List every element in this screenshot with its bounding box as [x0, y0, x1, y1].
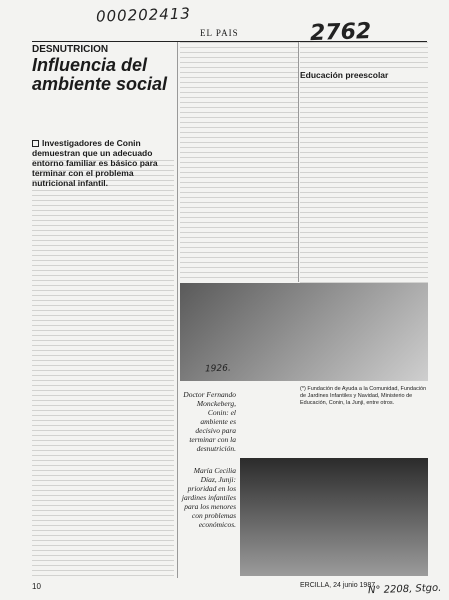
article-footnote: (*) Fundación de Ayuda a la Comunidad, Fundación de Jardines Infantiles y Navidad, Ministerio de Educación, Conin, la Junji, entre otros.	[300, 386, 427, 406]
body-column-1	[32, 160, 174, 578]
checkbox-bullet-icon	[32, 140, 39, 147]
publication-footer: ERCILLA, 24 junio 1987	[300, 582, 376, 589]
publication-source: EL PAIS	[200, 28, 239, 38]
handwritten-margin-mark: 1926.	[204, 363, 231, 375]
body-column-3-top	[300, 42, 428, 68]
column-divider-2	[298, 42, 299, 282]
article-subhead: Educación preescolar	[300, 70, 389, 80]
page-number: 10	[32, 582, 41, 591]
photo-caption-2: María Cecilia Díaz, Junji: prioridad en los jardines infantiles para los menores con problemas económicos.	[181, 466, 236, 529]
illegible-text-block	[32, 160, 174, 578]
body-column-2	[180, 42, 298, 282]
illegible-text-block	[300, 42, 428, 68]
group-photo	[240, 458, 428, 576]
section-label: DESNUTRICION	[32, 44, 109, 55]
handwritten-page-ref: 2762	[309, 18, 372, 47]
deck-text: Investigadores de Conin demuestran que un adecuado entorno familiar es básico para terminar con el problema nutricional infantil.	[32, 138, 158, 188]
handwritten-ref-number: N° 2208, Stgo.	[367, 582, 442, 597]
handwritten-archive-code: 000202413	[95, 4, 192, 26]
article-headline: Influencia del ambiente social	[32, 55, 168, 94]
illegible-text-block	[180, 42, 298, 282]
column-divider-1	[177, 42, 178, 578]
photo-caption-1: Doctor Fernando Monckeberg, Conin: el ambiente es decisivo para terminar con la desnutrición.	[183, 390, 236, 453]
